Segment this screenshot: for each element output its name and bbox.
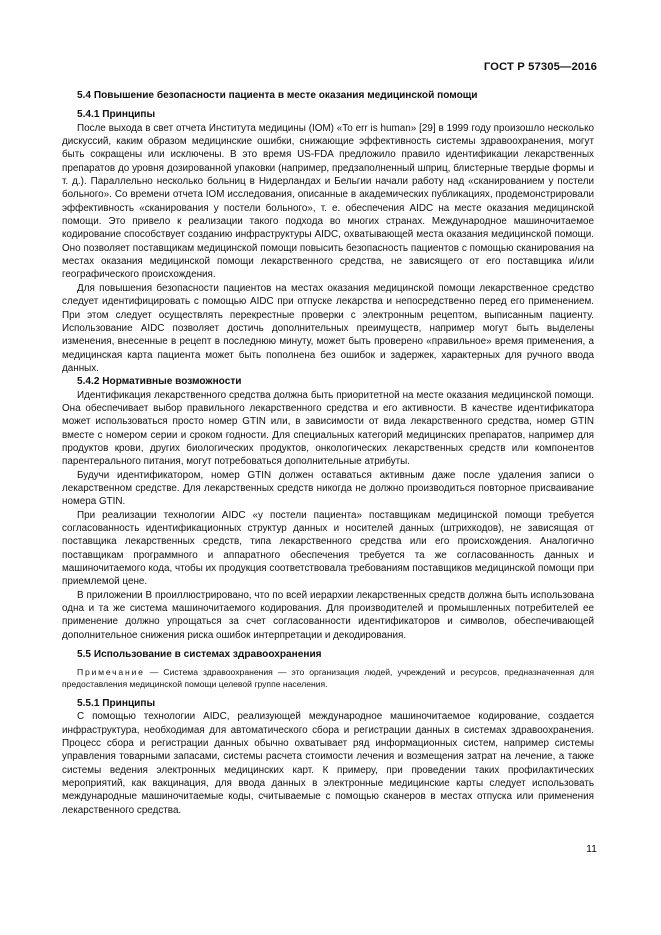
paragraph: Для повышения безопасности пациентов на местах оказания медицинской помощи лекарственное средство следует идентифицировать с помощью AIDC при отпуске лекарства и непосредственно перед его применением. При этом следует осуществлять перекрестные проверки с электронным рецептом, выписанным пациенту. Использование AIDC позволяет достичь дополнительных преимуществ, например могут быть выделены изменения, внесенные в рецепт в последнюю минуту, может быть проверено «правильное» время применения, а медицинская карта пациента может быть пополнена без ошибок и задержек, характерных для ручного ввода данных.	[62, 282, 594, 374]
note-text: — Система здравоохранения — это организация людей, учреждений и ресурсов, предназначенная для предоставления медицинской помощи целевой группе населения.	[62, 667, 594, 690]
paragraph: С помощью технологии AIDC, реализующей международное машиночитаемое кодирование, создается инфраструктура, необходимая для автоматического сбора и регистрации данных в системах здравоохранения. Процесс сбора и регистрации данных обычно охватывает ряд информационных систем, например системы управления товарными запасами, системы расчета стоимости лечения и возмещения затрат на лечение, а также системы ведения электронных медицинских карт. К примеру, при проведении таких профилактических мероприятий, как вакцинация, для ввода данных в электронные медицинские карты следует использовать международные машиночитаемые коды, считываемые с помощью сканеров в местах отпуска или применения лекарственного средства.	[62, 711, 594, 816]
page-number: 11	[586, 843, 597, 855]
section-5-5-heading: 5.5 Использование в системах здравоохранения	[77, 649, 322, 661]
paragraph: Идентификация лекарственного средства должна быть приоритетной на месте оказания медицинской помощи. Она обеспечивает выбор правильного лекарственного средства и его активности. В качестве идентификатора может использоваться просто номер GTIN или, в зависимости от вида лекарственного средства, номер GTIN вместе с номером серии и сроком годности. Для специальных категорий медицинских препаратов, например для продуктов крови, других биологических продуктов, онкологических лекарственных средств или компонентов парентерального питания, могут потребоваться дополнительные атрибуты.	[62, 389, 594, 468]
note-label: Примечание	[77, 667, 145, 678]
page-body	[62, 89, 594, 817]
note	[62, 667, 594, 690]
section-5-4-heading: 5.4 Повышение безопасности пациента в месте оказания медицинской помощи	[77, 90, 478, 101]
paragraph: В приложении В проиллюстрировано, что по всей иерархии лекарственных средств должна быть использована одна и та же система машиночитаемого кодирования. Для производителей и промышленных потребителей ее применение должно упрощаться за счет согласованности идентификаторов и символов, обеспечивающей дополнительное снижения риска ошибок интерпретации и декодирования.	[62, 589, 594, 641]
standard-number: ГОСТ Р 57305—2016	[483, 61, 597, 73]
paragraph: Будучи идентификатором, номер GTIN должен оставаться активным даже после удаления записи о лекарственном средстве. Для лекарственных средств никогда не должно производиться повторное присваивание номера GTIN.	[62, 469, 594, 508]
subsection-5-4-1-heading: 5.4.1 Принципы	[77, 109, 156, 121]
paragraph: После выхода в свет отчета Института медицины (IOM) «To err is human» [29] в 1999 году произошло несколько дискуссий, каким образом медицинские ошибки, снижающие эффективность системы здравоохранения, могут быть сокращены или исключены. В это время US-FDA предложило правило идентификации лекарственных препаратов до уровня дозированной упаковки (например, предзаполненный шприц, блистерные твердые формы и т. д.). Параллельно несколько больниц в Нидерландах и Бельгии начали работу над «сканированием у постели больного». Со времени отчета IOM исследования, описанные в академических публикациях, продемонстрировали эффективность «сканирования у постели больного», т. е. обеспечения AIDC на месте оказания медицинской помощи. Это привело к реализации такого подхода во многих странах. Международное машиночитаемое кодирование способствует созданию инфраструктуры AIDC, охватывающей места оказания медицинской помощи. Оно позволяет поставщикам медицинской помощи повысить безопасность пациентов с помощью сканирования на местах оказания медицинской помощи лекарственного средства, не зависящего от его поставщика и/или географического происхождения.	[62, 122, 594, 281]
subsection-5-4-2-heading: 5.4.2 Нормативные возможности	[77, 376, 242, 388]
subsection-5-5-1-heading: 5.5.1 Принципы	[77, 697, 156, 709]
paragraph: При реализации технологии AIDC «у постели пациента» поставщикам медицинской помощи требуется согласованность идентификационных структур данных и носителей данных (штрихкодов), не зависящая от поставщика лекарственных средств, типа лекарственного средства или его происхождения. Аналогично поставщикам программного и аппаратного обеспечения требуется та же согласованность данных и машиночитаемого кода, чтобы их продукция соответствовала требованиям поставщиков медицинской помощи при приемлемой цене.	[62, 509, 594, 588]
